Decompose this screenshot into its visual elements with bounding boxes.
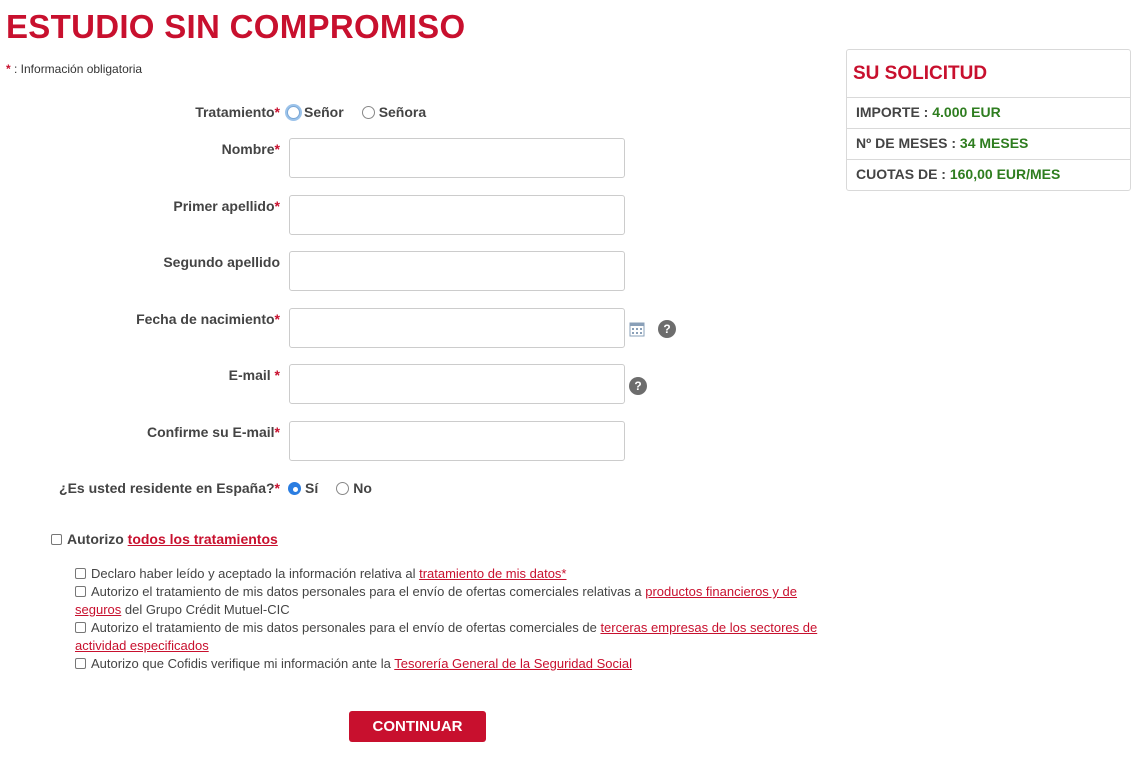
confirm-email-label-text: Confirme su E-mail (146, 424, 275, 440)
radio-senor[interactable] (287, 104, 344, 120)
required-star: * (274, 424, 280, 440)
consent-item (75, 655, 825, 673)
segundo-apellido-input[interactable] (289, 251, 625, 291)
required-star: * (274, 311, 280, 327)
radio-no[interactable] (336, 480, 372, 496)
consent-item (75, 619, 825, 655)
consent-link[interactable]: tratamiento de mis datos* (419, 566, 567, 581)
radio-senora-circle[interactable] (362, 106, 375, 119)
email-label-text: E-mail (228, 367, 275, 383)
fecha-nacimiento-label (136, 311, 280, 327)
confirm-email-label (147, 424, 280, 440)
consent-checkbox[interactable] (75, 568, 86, 579)
continue-button[interactable]: CONTINUAR (349, 711, 486, 742)
consent-item (75, 565, 825, 583)
summary-row-value: 4.000 EUR (932, 104, 1001, 120)
radio-si-label: Sí (305, 480, 319, 496)
summary-title: SU SOLICITUD (853, 63, 988, 84)
page-title: ESTUDIO SIN COMPROMISO (6, 8, 466, 45)
primer-apellido-label (173, 198, 280, 214)
consent-link[interactable]: Tesorería General de la Seguridad Social (394, 656, 633, 671)
radio-no-circle[interactable] (336, 482, 349, 495)
radio-no-label: No (353, 480, 372, 496)
consent-text: Autorizo que Cofidis verifique mi información ante la (91, 656, 395, 671)
summary-row-value: 34 MESES (959, 135, 1029, 151)
nombre-input[interactable] (289, 138, 625, 178)
radio-senora-label: Señora (378, 104, 427, 120)
consent-item (75, 583, 825, 619)
consent-text: Autorizo el tratamiento de mis datos personales para el envío de ofertas comerciales de (91, 620, 601, 635)
summary-row-cuotas (847, 159, 1130, 190)
segundo-apellido-label-text: Segundo apellido (163, 254, 280, 270)
summary-row-meses (847, 128, 1130, 159)
summary-row-value: 160,00 EUR/MES (949, 166, 1061, 182)
required-star: * (274, 367, 280, 383)
nombre-label (222, 141, 280, 157)
consent-text: Autorizo el tratamiento de mis datos personales para el envío de ofertas comerciales relativas a (91, 584, 646, 599)
summary-row-label: IMPORTE : (856, 104, 933, 120)
confirm-email-input[interactable] (289, 421, 625, 461)
consent-checkbox[interactable] (75, 622, 86, 633)
primer-apellido-label-text: Primer apellido (173, 198, 275, 214)
consent-text: Declaro haber leído y aceptado la información relativa al (91, 566, 420, 581)
segundo-apellido-label (163, 254, 280, 270)
calendar-icon[interactable] (629, 321, 645, 337)
residente-label (59, 480, 280, 496)
consent-link[interactable]: productos financieros y de seguros (75, 584, 797, 617)
email-input[interactable] (289, 364, 625, 404)
required-star: * (274, 141, 280, 157)
required-star: * (274, 480, 280, 496)
required-star: * (6, 62, 11, 76)
mandatory-note-text: : Información obligatoria (10, 62, 143, 76)
tratamiento-radio-group (287, 104, 444, 120)
residente-label-text: ¿Es usted residente en España? (59, 480, 275, 496)
summary-row-label: Nº DE MESES : (856, 135, 960, 151)
primer-apellido-input[interactable] (289, 195, 625, 235)
tratamiento-label (195, 104, 280, 120)
consent-link[interactable]: terceras empresas de los sectores de actividad especificados (75, 620, 818, 653)
radio-senor-label: Señor (304, 104, 344, 120)
help-icon[interactable]: ? (658, 320, 676, 338)
consent-all (51, 531, 278, 547)
fecha-nacimiento-label-text: Fecha de nacimiento (136, 311, 275, 327)
help-icon[interactable]: ? (629, 377, 647, 395)
consent-checkbox[interactable] (75, 586, 86, 597)
consent-all-checkbox[interactable] (51, 534, 62, 545)
nombre-label-text: Nombre (221, 141, 275, 157)
required-star: * (274, 198, 280, 214)
radio-senora[interactable] (362, 104, 426, 120)
summary-row-importe (847, 97, 1130, 128)
consent-checkbox[interactable] (75, 658, 86, 669)
consent-list (75, 565, 825, 673)
consent-suffix: del Grupo Crédit Mutuel-CIC (121, 602, 290, 617)
summary-row-label: CUOTAS DE : (856, 166, 950, 182)
tratamiento-label-text: Tratamiento (195, 104, 275, 120)
consent-all-link[interactable]: todos los tratamientos (127, 531, 278, 547)
required-star: * (274, 104, 280, 120)
radio-si-circle[interactable] (288, 482, 301, 495)
residente-radio-group (288, 480, 390, 496)
radio-si[interactable] (288, 480, 318, 496)
email-label (229, 367, 280, 383)
mandatory-note (6, 62, 142, 76)
consent-all-label: Autorizo (67, 531, 128, 547)
radio-senor-circle[interactable] (287, 106, 300, 119)
fecha-nacimiento-input[interactable] (289, 308, 625, 348)
summary-panel (846, 49, 1131, 191)
